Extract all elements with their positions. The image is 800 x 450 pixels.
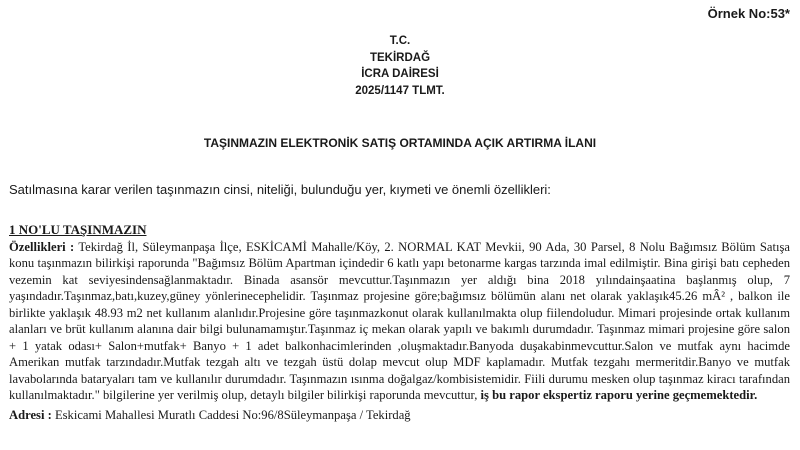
address-text: Eskicami Mahallesi Muratlı Caddesi No:96/8Süleymanpaşa / Tekirdağ [51, 407, 411, 422]
header-line-file-no: 2025/1147 TLMT. [355, 84, 445, 97]
court-header [0, 33, 800, 99]
features-disclaimer: iş bu rapor ekspertiz raporu yerine geçmemektedir. [480, 388, 758, 402]
header-line-office: İCRA DAİRESİ [361, 68, 439, 81]
header-line-city: TEKİRDAĞ [369, 51, 431, 64]
property-features [9, 239, 790, 404]
features-label: Özellikleri : [9, 239, 75, 254]
form-number: Örnek No:53* [707, 6, 790, 21]
features-text: Tekirdağ İl, Süleymanpaşa İlçe, ESKİCAMİ Mahalle/Köy, 2. NORMAL KAT Mevkii, 90 Ada, 30 Parsel, 8 Nolu Bağımsız Bölüm Satışa konu taşınmazın bilirkişi raporunda "Bağımsız Bölüm Apartman içindedir 6 katlı yapı betonarme kargas tarzında imal edilmiştir. Bina girişi batı cepheden vezemin kat seviyesindensağlanmaktadır. Binada asansör mevcuttur.Taşınmazın yer aldığı bina 2018 yılındainşaatina başlanmış olup, 7 yaşındadır.Taşınmaz,batı,kuzey,güney yönlerinecephelidir. Taşınmaz projesine göre;bağımsız bölümün alanı net olarak yaklaşık45.26 mÂ² , balkon ile birlikte yaklaşık 48.93 m2 net kullanım alanlıdır.Projesine göre taşınmazkonut olarak kullanılmakta olup fiilendoludur. Mimari projesinde ortak kullanım alanları ve brüt kullanım alanına dair bilgi bulunamamıştır.Taşınmaz iç mekan olarak yapılı ve bakımlı durumdadır. Taşınmaz mimari projesine göre salon + 1 yatak odası+ Salon+mutfak+ Banyo + 1 adet balkonhacimlerinden ,oluşmaktadır.Banyoda duşakabinmevcuttur.Salon ve mutfak aynı hacimde Amerikan mutfak tarzındadır.Mutfak tezgah altı ve tezgah üstü dolap mevcut olup MDF kaplamadır. Mutfak tezgahı mermeritdir.Banyo ve mutfak lavabolarında bataryaları tam ve kullanılır durumdadır. Taşınmazın ısınma doğalgaz/kombisistemidir. Fiili durumu mesken olup taşınmaz kiracı tarafından kullanılmaktadır." bilgilerine yer verilmiş olup, detaylı bilgiler bilirkişi raporunda mevcuttur, [9, 239, 790, 402]
property-section [9, 222, 790, 423]
property-heading: 1 NO'LU TAŞINMAZIN [9, 222, 147, 237]
header-line-tc: T.C. [389, 35, 411, 47]
notice-title: TAŞINMAZIN ELEKTRONİK SATIŞ ORTAMINDA AÇIK ARTIRMA İLANI [203, 136, 597, 150]
property-address [9, 407, 790, 424]
intro-text: Satılmasına karar verilen taşınmazın cinsi, niteliği, bulunduğu yer, kıymeti ve önemli özellikleri: [9, 182, 551, 197]
address-label: Adresi : [9, 407, 52, 422]
